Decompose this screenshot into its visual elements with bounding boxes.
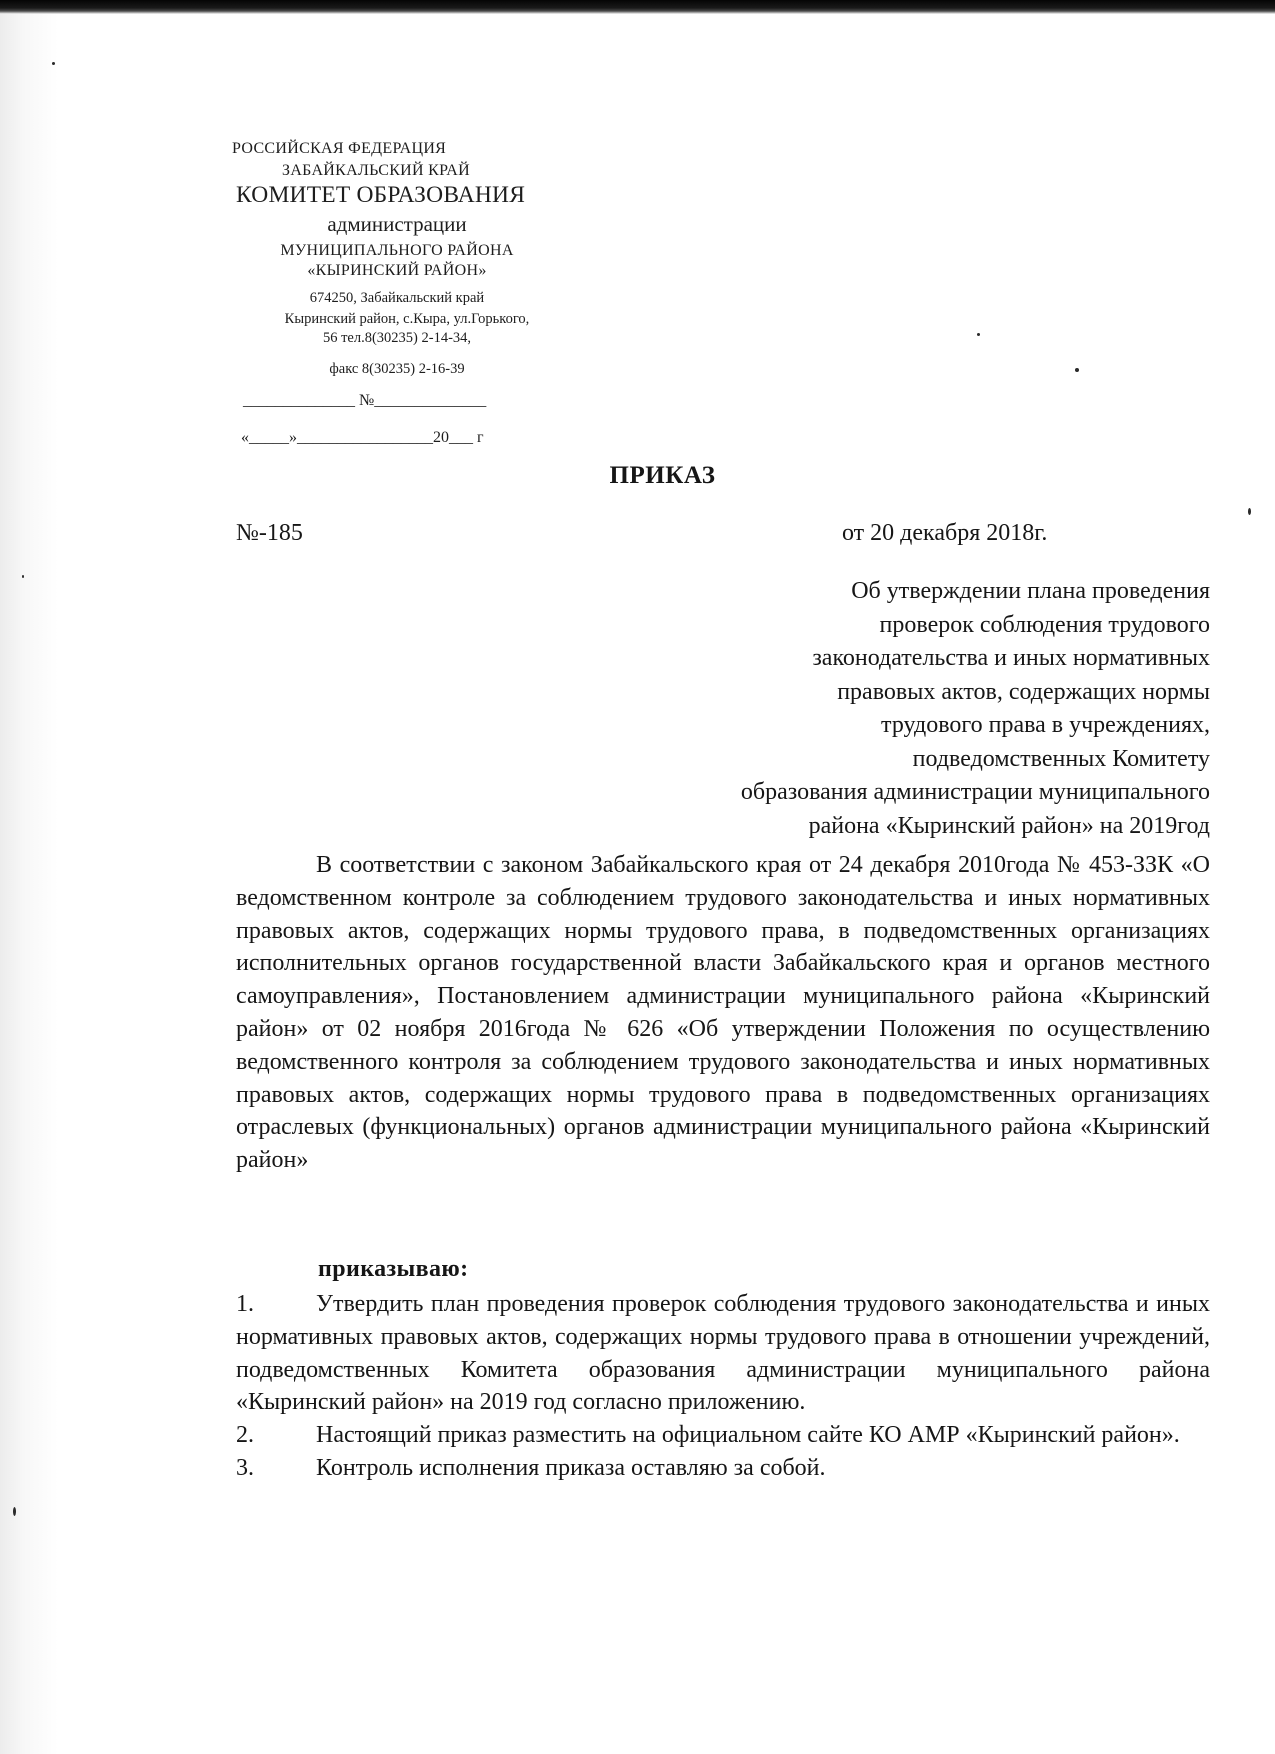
header-org: КОМИТЕТ ОБРАЗОВАНИЯ [236,182,526,208]
subject-line: Об утверждении плана проведения [851,578,1210,604]
header-municipal: МУНИЦИПАЛЬНОГО РАЙОНА [280,242,514,259]
subject-line: правовых актов, содержащих нормы [837,678,1210,705]
header-country: РОССИЙСКАЯ ФЕДЕРАЦИЯ [232,140,447,157]
order-item-text: Утвердить план проведения проверок соблюдения трудового законодательства и иных нормативных правовых актов, содержащих нормы трудового права в отношении учреждений, подведомственных Комитета образования администрации муниципального района «Кыринский район» на 2019 год согласно приложению. [236,1291,1210,1416]
subject-line: подведомственных Комитету [912,745,1210,772]
registration-number-line: ______________ №______________ [243,392,487,409]
order-item-text: Настоящий приказ разместить на официальном сайте КО АМР «Кыринский район». [316,1422,1180,1449]
order-item-number: 3. [236,1454,254,1481]
subject-line: района «Кыринский район» на 2019год [808,812,1210,839]
scan-speck [13,1507,16,1516]
preamble-paragraph: В соответствии с законом Забайкальского края от 24 декабря 2010года № 453-ЗЗК «О ведомственном контроле за соблюдением трудового законодательства и иных нормативных правовых актов, содержащих нормы трудового права, в подведомственных организациях исполнительных органов государственной власти Забайкальского края и органов местного самоуправления», Постановлением администрации муниципального района «Кыринский район» от 02 ноября 2016года № 626 «Об утверждении Положения по осуществлению ведомственного контроля за соблюдением трудового законодательства и иных нормативных правовых актов, содержащих нормы трудового права в подведомственных организациях отраслевых (функциональных) органов администрации муниципального района «Кыринский район» [236,852,1210,1174]
scan-speck [22,575,24,578]
order-keyword: приказываю: [318,1256,469,1282]
subject-line: трудового права в учреждениях, [881,712,1210,738]
subject-line: проверок соблюдения трудового [879,611,1210,638]
header-address-line2: Кыринский район, с.Кыра, ул.Горького, [284,311,530,327]
scan-left-shade [0,14,58,1754]
order-item [236,1288,1210,1419]
scan-speck [1075,368,1079,372]
header-fax: факс 8(30235) 2-16-39 [329,361,465,377]
header-region: ЗАБАЙКАЛЬСКИЙ КРАЙ [282,162,471,179]
document-title: ПРИКАЗ [609,462,716,489]
preamble-block [236,849,1210,1177]
order-number: №-185 [236,520,303,546]
order-item-text: Контроль исполнения приказа оставляю за собой. [316,1454,826,1481]
order-item [236,1452,1210,1485]
header-district: «КЫРИНСКИЙ РАЙОН» [307,262,487,279]
order-subject [610,575,1210,843]
order-item [236,1419,1210,1452]
subject-line: законодательства и иных нормативных [812,645,1210,671]
order-item-number: 1. [236,1291,254,1317]
order-items [236,1288,1210,1485]
order-date: от 20 декабря 2018г. [842,520,1048,546]
scan-top-edge [0,0,1275,14]
registration-date-line: «_____»_________________20___ г [241,429,484,446]
subject-line: образования администрации муниципального [740,779,1210,805]
header-address-line1: 674250, Забайкальский край [309,290,485,306]
header-admin: администрации [327,212,467,236]
header-phone: 56 тел.8(30235) 2-14-34, [322,330,472,346]
scan-speck [52,62,55,65]
order-item-number: 2. [236,1422,254,1449]
scan-speck [977,333,980,336]
scan-speck [1248,508,1251,515]
